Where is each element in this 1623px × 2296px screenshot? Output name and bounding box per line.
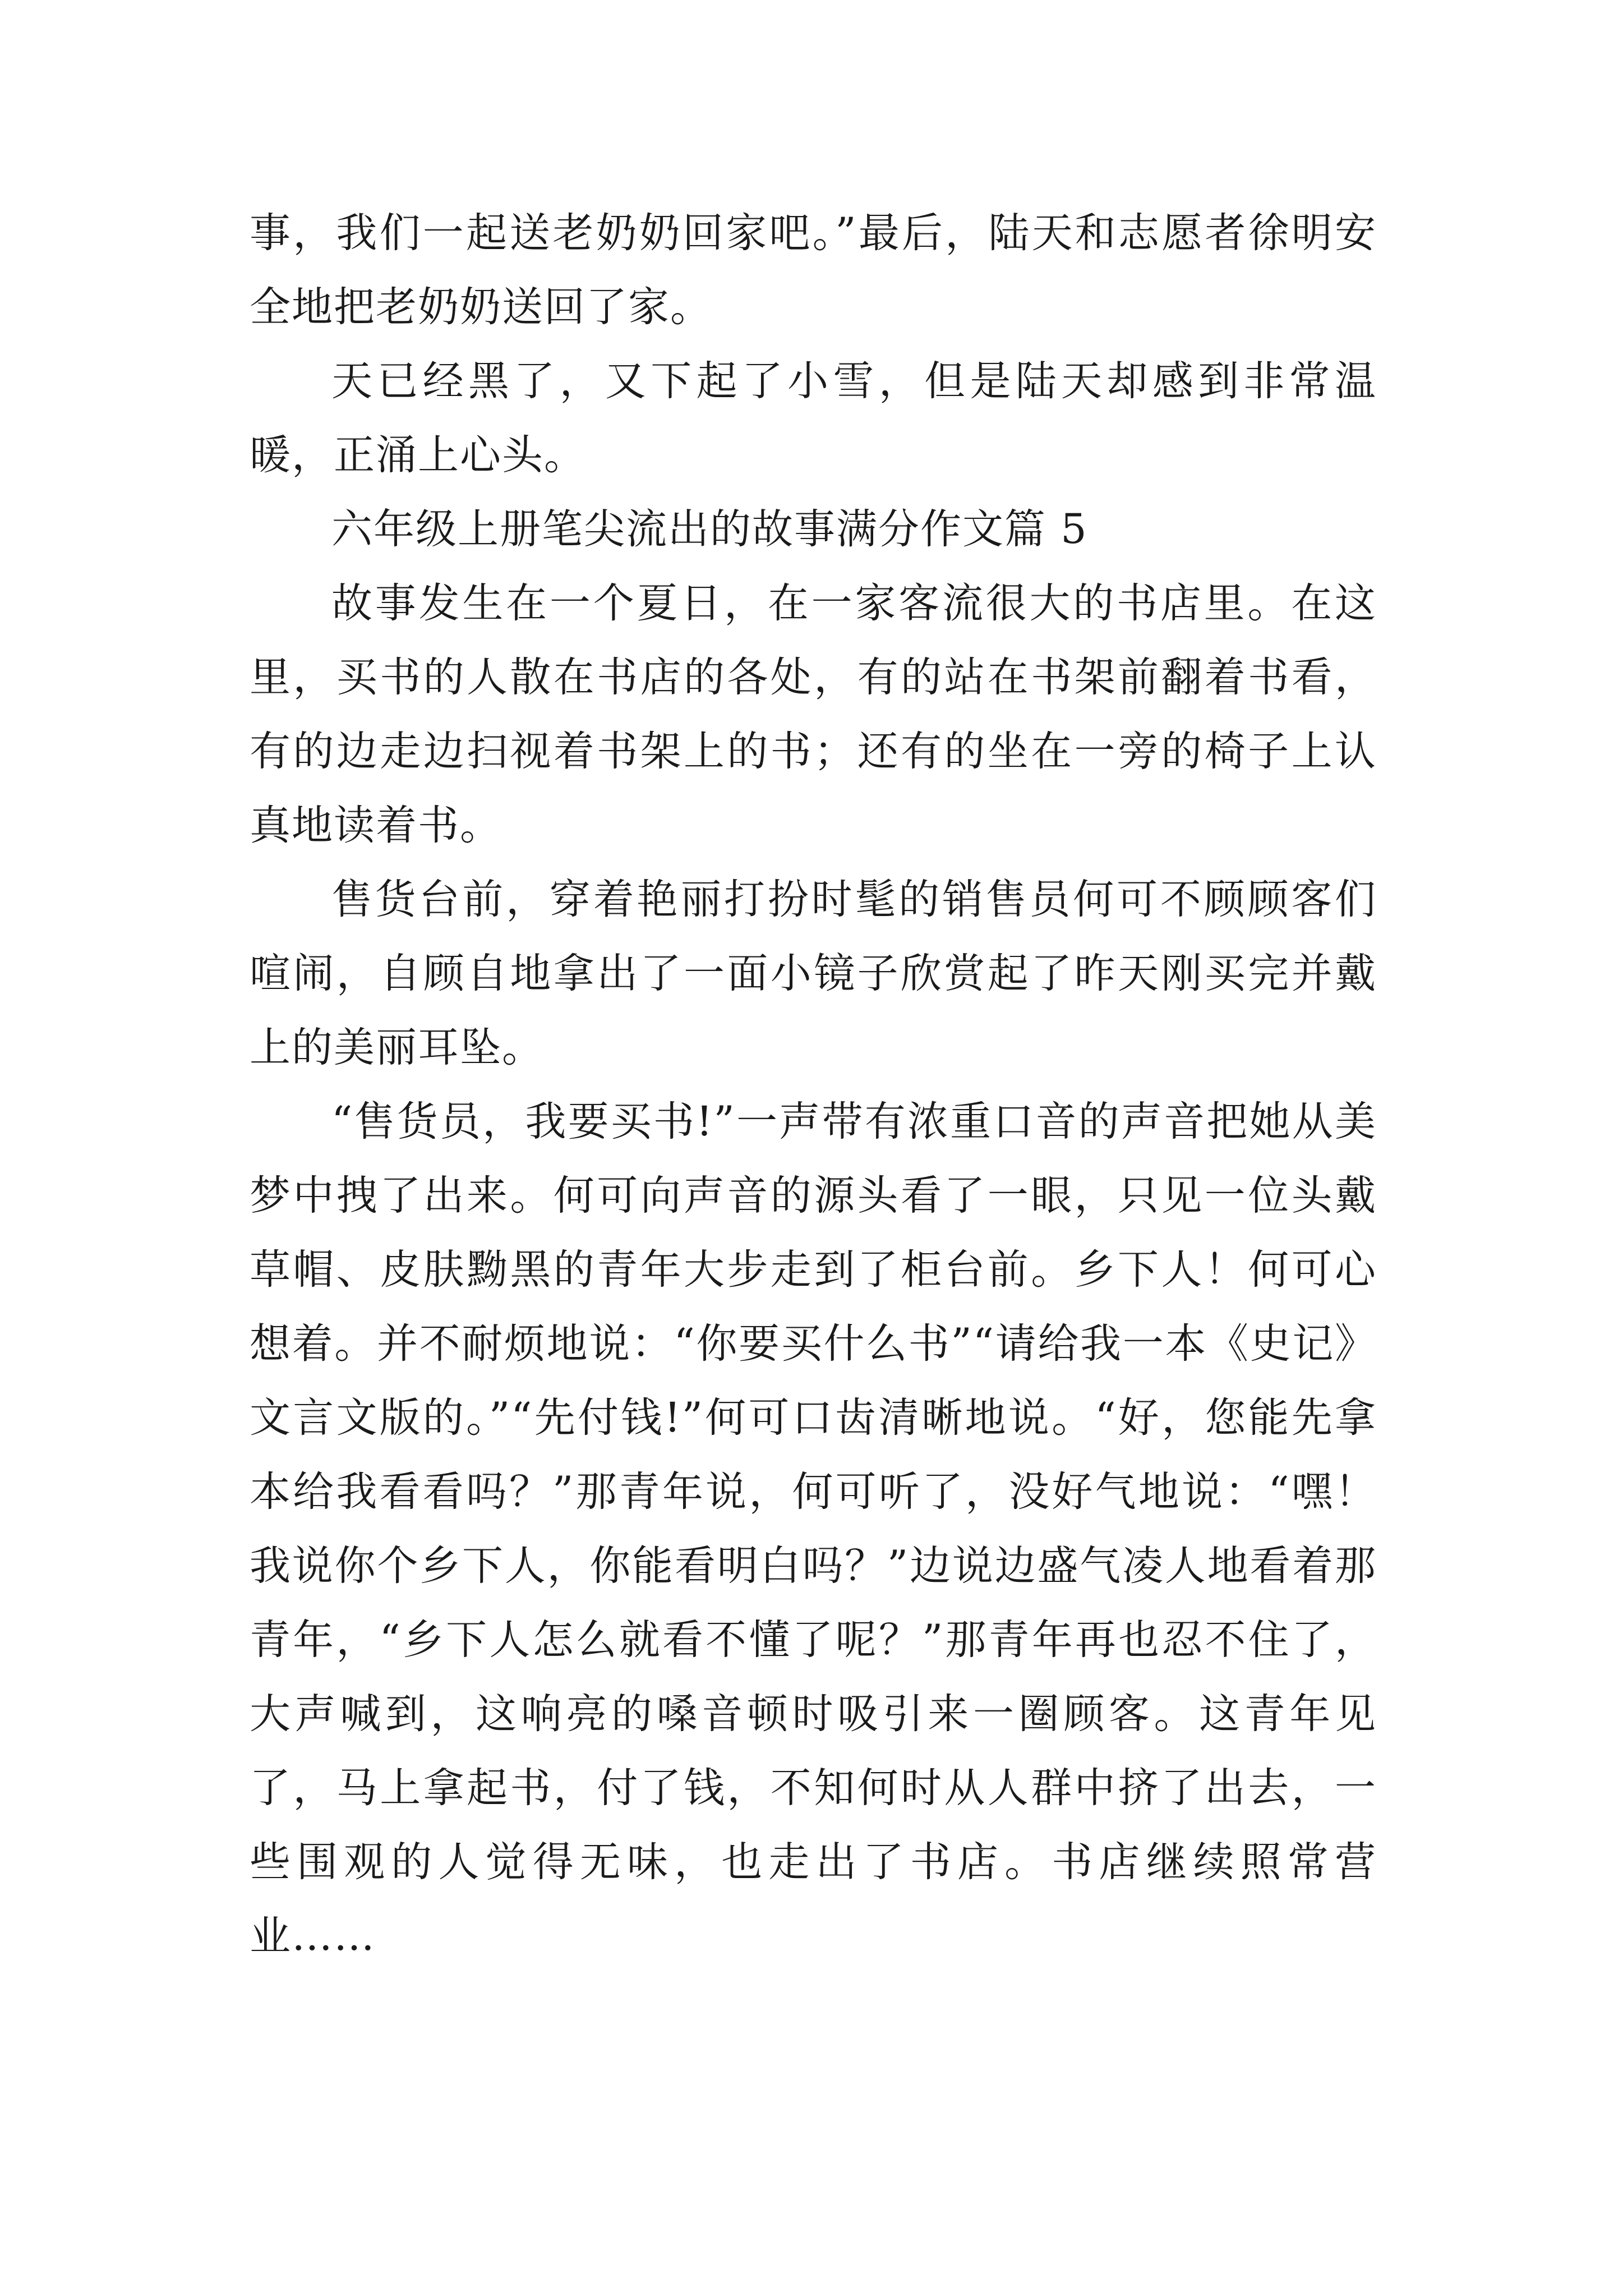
paragraph-continued: 事，我们一起送老奶奶回家吧。”最后，陆天和志愿者徐明安全地把老奶奶送回了家。	[250, 209, 1377, 331]
document-body	[250, 196, 1377, 1973]
paragraph-bookstore-scene: 故事发生在一个夏日，在一家客流很大的书店里。在这里，买书的人散在书店的各处，有的站在书架前翻着书看，有的边走边扫视着书架上的书；还有的坐在一旁的椅子上认真地读着书。	[250, 579, 1377, 849]
paragraph-ending: 天已经黑了，又下起了小雪，但是陆天却感到非常温暖，正涌上心头。	[250, 357, 1377, 479]
paragraph-dialogue: “售货员，我要买书!”一声带有浓重口音的声音把她从美梦中拽了出来。何可向声音的源头看了一眼，只见一位头戴草帽、皮肤黝黑的青年大步走到了柜台前。乡下人！何可心想着。并不耐烦地说：“你要买什么书”“请给我一本《史记》文言文版的。”“先付钱!”何可口齿清晰地说。“好，您能先拿本给我看看吗？”那青年说，何可听了，没好气地说：“嘿！我说你个乡下人，你能看明白吗？”边说边盛气凌人地看着那青年，“乡下人怎么就看不懂了呢？”那青年再也忍不住了，大声喊到，这响亮的嗓音顿时吸引来一圈顾客。这青年见了，马上拿起书，付了钱，不知何时从人群中挤了出去，一些围观的人觉得无味，也走出了书店。书店继续照常营业……	[250, 1098, 1377, 1960]
paragraph-salesperson: 售货台前，穿着艳丽打扮时髦的销售员何可不顾顾客们喧闹，自顾自地拿出了一面小镜子欣赏起了昨天刚买完并戴上的美丽耳坠。	[250, 876, 1377, 1071]
section-heading: 六年级上册笔尖流出的故事满分作文篇 5	[331, 505, 1088, 553]
